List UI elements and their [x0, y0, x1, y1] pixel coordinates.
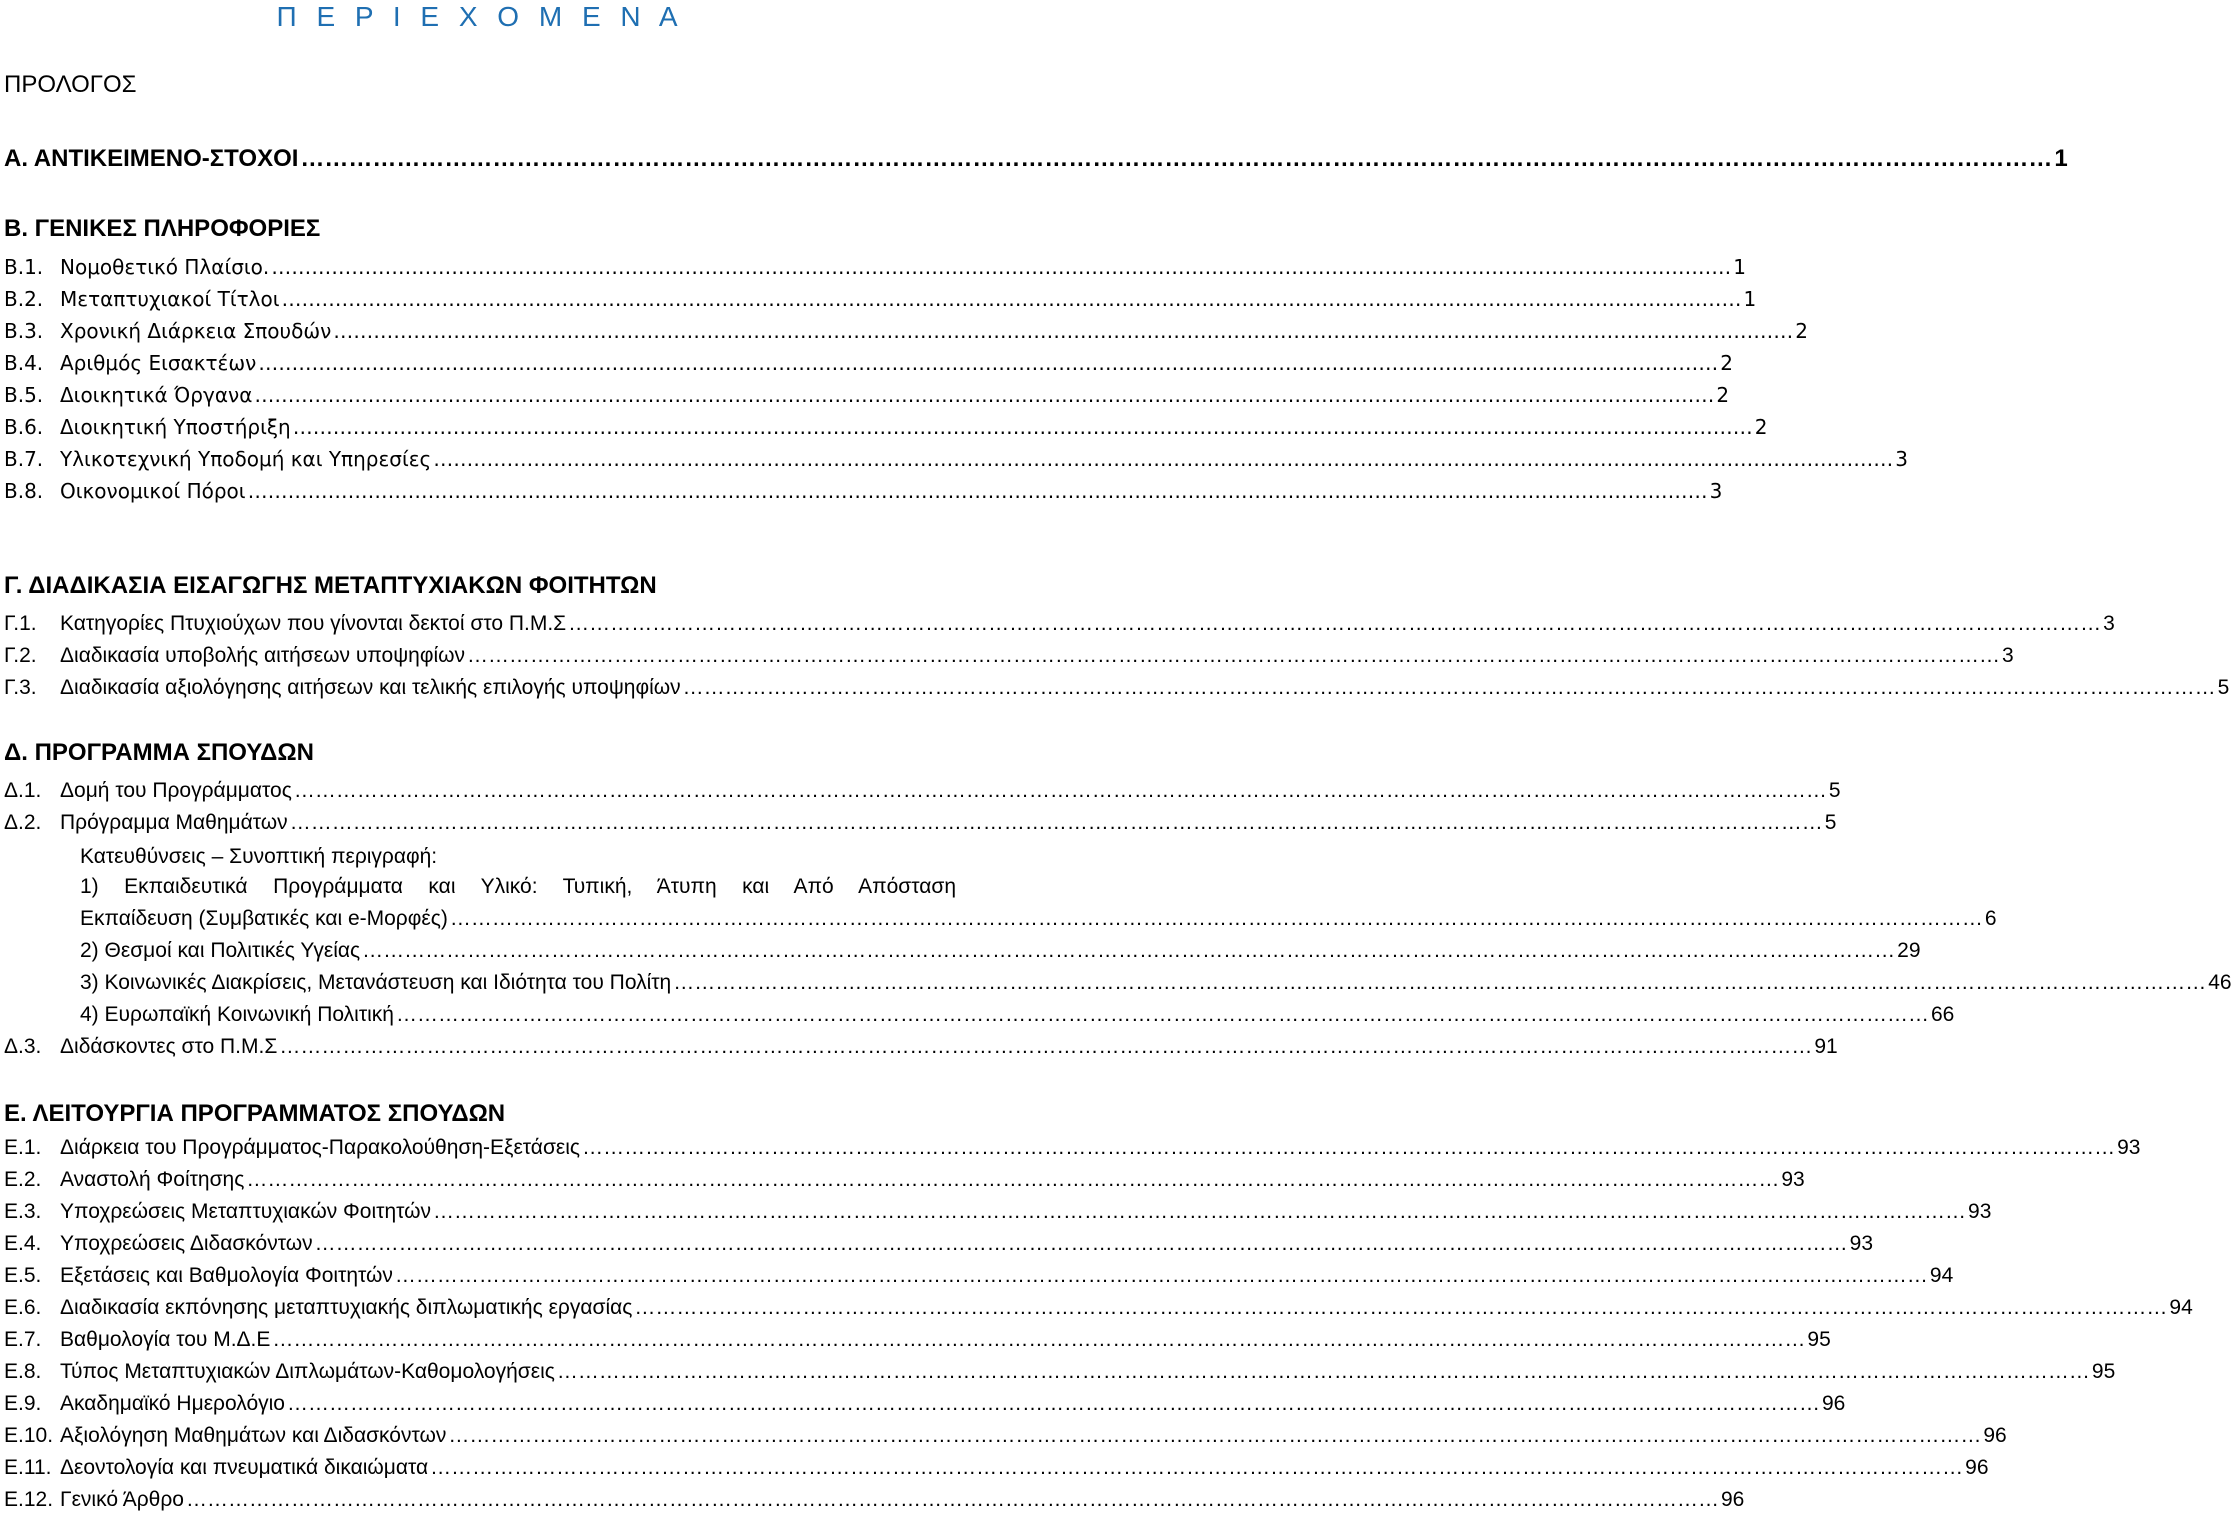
entry-label: Διάρκεια του Προγράμματος-Παρακολούθηση-Εξετάσεις: [60, 1136, 581, 1159]
entry-number: Γ.1.: [4, 612, 37, 635]
leader-dots: [290, 808, 1823, 838]
section-a-label: Α. ΑΝΤΙΚΕΙΜΕΝΟ-ΣΤΟΧΟΙ: [4, 145, 299, 172]
entry-number: Ε.5.: [4, 1264, 42, 1287]
entry-number: Ε.7.: [4, 1328, 42, 1351]
leader-dots: [271, 252, 1731, 282]
entry-number: Δ.1.: [4, 779, 42, 802]
leader-dots: [582, 1133, 2115, 1163]
leader-dots: [248, 476, 1708, 506]
entry-label: Διοικητικά Όργανα: [60, 383, 253, 407]
entry-label: Νομοθετικό Πλαίσιο.: [60, 255, 270, 279]
entry-page: 2: [1716, 383, 1730, 407]
toc-entry-e12[interactable]: [4, 1485, 1745, 1515]
entry-label: Οικονομικοί Πόροι: [60, 479, 246, 503]
entry-page: 5: [1828, 779, 1841, 802]
entry-label: Υλικοτεχνική Υποδομή και Υπηρεσίες: [60, 447, 432, 471]
entry-page: 93: [2117, 1136, 2141, 1159]
entry-page: 93: [1849, 1232, 1873, 1255]
entry-number: Ε.2.: [4, 1168, 42, 1191]
leader-dots: [362, 936, 1895, 966]
entry-label: Διαδικασία αξιολόγησης αιτήσεων και τελικής επιλογής υποψηφίων: [60, 676, 681, 699]
entry-page: 96: [1983, 1424, 2007, 1447]
entry-label: Αξιολόγηση Μαθημάτων και Διδασκόντων: [60, 1424, 447, 1447]
entry-number: Ε.1.: [4, 1136, 42, 1159]
leader-dots: [246, 1165, 1779, 1195]
entry-page: 95: [1807, 1328, 1831, 1351]
entry-page: 94: [1929, 1264, 1954, 1287]
toc-entry-e10[interactable]: [4, 1421, 2007, 1451]
guidelines-label: Κατευθύνσεις – Συνοπτική περιγραφή:: [80, 845, 438, 868]
toc-entry-g2[interactable]: [4, 641, 2014, 671]
entry-label: Χρονική Διάρκεια Σπουδών: [60, 319, 332, 343]
entry-page: 93: [1968, 1200, 1992, 1223]
entry-number: Β.8.: [4, 479, 44, 503]
leader-dots: [634, 1293, 2167, 1323]
entry-number: Δ.3.: [4, 1035, 42, 1058]
entry-number: Γ.3.: [4, 676, 37, 699]
toc-entry-d1[interactable]: [4, 776, 1841, 806]
leader-dots: [450, 904, 1983, 934]
entry-page: 96: [1720, 1488, 1745, 1511]
leader-dots: [673, 968, 2206, 998]
prologue-heading: ΠΡΟΛΟΓΟΣ: [4, 71, 137, 98]
toc-entry-b3[interactable]: [4, 316, 1809, 346]
entry-page: 1: [1743, 287, 1757, 311]
entry-page: 6: [1984, 907, 1997, 930]
leader-dots: [430, 1453, 1963, 1483]
toc-entry-d2-sub1[interactable]: [80, 904, 1997, 934]
entry-label: 4) Ευρωπαϊκή Κοινωνική Πολιτική: [80, 1003, 394, 1026]
entry-label: Εκπαίδευση (Συμβατικές και e-Μορφές): [80, 907, 448, 930]
entry-page: 2: [1754, 415, 1768, 439]
leader-dots: [272, 1325, 1805, 1355]
toc-entry-e11[interactable]: [4, 1453, 1989, 1483]
section-d-heading: Δ. ΠΡΟΓΡΑΜΜΑ ΣΠΟΥΔΩΝ: [4, 739, 314, 766]
toc-entry-b7[interactable]: [4, 444, 1908, 474]
entry-number: Β.1.: [4, 255, 44, 279]
entry-page: 46: [2208, 971, 2232, 994]
toc-entry-d2[interactable]: [4, 808, 1837, 838]
entry-number: Β.4.: [4, 351, 44, 375]
entry-label: Αριθμός Εισακτέων: [60, 351, 257, 375]
toc-entry-b5[interactable]: [4, 380, 1730, 410]
toc-entry-d3[interactable]: [4, 1032, 1838, 1062]
leader-dots: [254, 380, 1714, 410]
entry-page: 29: [1897, 939, 1921, 962]
entry-page: 94: [2169, 1296, 2193, 1319]
leader-dots: [294, 776, 1827, 806]
toc-entry-b4[interactable]: [4, 348, 1733, 378]
entry-page: 91: [1814, 1035, 1838, 1058]
entry-number: Ε.10.: [4, 1424, 54, 1447]
entry-label: Κατηγορίες Πτυχιούχων που γίνονται δεκτοί στο Π.Μ.Σ: [60, 612, 567, 635]
entry-label: Διαδικασία υποβολής αιτήσεων υποψηφίων: [60, 644, 466, 667]
entry-page: 96: [1821, 1392, 1846, 1415]
entry-page: 93: [1781, 1168, 1805, 1191]
page-title: Π Ε Ρ Ι Ε Χ Ο Μ Ε Ν Α: [276, 1, 684, 32]
leader-dots: [281, 284, 1741, 314]
leader-dots: [395, 1261, 1928, 1291]
entry-page: 5: [2217, 676, 2230, 699]
entry-label: Εξετάσεις και Βαθμολογία Φοιτητών: [60, 1264, 393, 1287]
leader-dots: [333, 316, 1793, 346]
entry-number: Ε.11.: [4, 1456, 52, 1479]
leader-dots: [433, 444, 1893, 474]
toc-entry-e4[interactable]: [4, 1229, 1873, 1259]
section-g-heading: Γ. ΔΙΑΔΙΚΑΣΙΑ ΕΙΣΑΓΩΓΗΣ ΜΕΤΑΠΤΥΧΙΑΚΩΝ ΦΟΙΤΗΤΩΝ: [4, 572, 657, 599]
leader-dots: [315, 1229, 1848, 1259]
toc-entry-section-a[interactable]: [4, 144, 2068, 174]
entry-label: Γενικό Άρθρο: [60, 1488, 184, 1511]
leader-dots: [467, 641, 2000, 671]
entry-page: 3: [1709, 479, 1723, 503]
entry-number: Ε.9.: [4, 1392, 42, 1415]
section-b-heading: Β. ΓΕΝΙΚΕΣ ΠΛΗΡΟΦΟΡΙΕΣ: [4, 215, 321, 242]
toc-entry-b1[interactable]: [4, 252, 1746, 282]
toc-entry-d2-sub1-line1[interactable]: 1) Εκπαιδευτικά Προγράμματα και Υλικό: Τυπική, Άτυπη και Από Απόσταση: [80, 875, 956, 898]
entry-page: 96: [1965, 1456, 1989, 1479]
toc-entry-e9[interactable]: [4, 1389, 1846, 1419]
entry-label: Υποχρεώσεις Διδασκόντων: [60, 1232, 313, 1255]
toc-entry-d2-sub2[interactable]: [80, 936, 1921, 966]
entry-page: 2: [1795, 319, 1809, 343]
leader-dots: [557, 1357, 2090, 1387]
entry-page: 66: [1930, 1003, 1955, 1026]
entry-label: 2) Θεσμοί και Πολιτικές Υγείας: [80, 939, 361, 962]
leader-dots: [279, 1032, 1812, 1062]
entry-number: Ε.12.: [4, 1488, 54, 1511]
entry-page: 3: [2002, 644, 2014, 667]
section-a-page: 1: [2054, 145, 2068, 172]
entry-number: Β.7.: [4, 447, 44, 471]
entry-number: Γ.2.: [4, 644, 37, 667]
entry-label: Δεοντολογία και πνευματικά δικαιώματα: [60, 1456, 429, 1479]
leader-dots: [293, 412, 1753, 442]
entry-label: 3) Κοινωνικές Διακρίσεις, Μετανάστευση και Ιδιότητα του Πολίτη: [80, 971, 672, 994]
toc-entry-e3[interactable]: [4, 1197, 1992, 1227]
section-e-heading: Ε. ΛΕΙΤΟΥΡΓΙΑ ΠΡΟΓΡΑΜΜΑΤΟΣ ΣΠΟΥΔΩΝ: [4, 1100, 506, 1127]
toc-entry-b2[interactable]: [4, 284, 1757, 314]
toc-entry-b8[interactable]: [4, 476, 1723, 506]
entry-page: 1: [1733, 255, 1746, 279]
entry-label: Τύπος Μεταπτυχιακών Διπλωμάτων-Καθομολογήσεις: [60, 1360, 555, 1383]
toc-entry-e5[interactable]: [4, 1261, 1954, 1291]
toc-entry-d2-sub4[interactable]: [80, 1000, 1955, 1030]
toc-entry-e6[interactable]: [4, 1293, 2193, 1323]
entry-page: 3: [2103, 612, 2115, 635]
entry-label: Μεταπτυχιακοί Τίτλοι: [60, 287, 280, 311]
toc-entry-d2-sub3[interactable]: [80, 968, 2232, 998]
toc-entry-e7[interactable]: [4, 1325, 1831, 1355]
entry-label: Πρόγραμμα Μαθημάτων: [60, 811, 288, 834]
leader-dots: [433, 1197, 1966, 1227]
toc-entry-e2[interactable]: [4, 1165, 1805, 1195]
entry-label: Υποχρεώσεις Μεταπτυχιακών Φοιτητών: [60, 1200, 432, 1223]
toc-entry-b6[interactable]: [4, 412, 1768, 442]
entry-page: 2: [1720, 351, 1733, 375]
entry-number: Ε.8.: [4, 1360, 42, 1383]
entry-label: Ακαδημαϊκό Ημερολόγιο: [60, 1392, 285, 1415]
entry-number: Ε.3.: [4, 1200, 42, 1223]
entry-page: 3: [1895, 447, 1908, 471]
toc-entry-g3[interactable]: [4, 673, 2230, 703]
toc-entry-g1[interactable]: [4, 609, 2115, 639]
entry-label: Διαδικασία εκπόνησης μεταπτυχιακής διπλωματικής εργασίας: [60, 1296, 633, 1319]
entry-page: 95: [2091, 1360, 2116, 1383]
entry-label: Διοικητική Υποστήριξη: [60, 415, 291, 439]
entry-number: Δ.2.: [4, 811, 42, 834]
toc-entry-e8[interactable]: [4, 1357, 2116, 1387]
entry-label: Βαθμολογία του Μ.Δ.Ε: [60, 1328, 271, 1351]
entry-label: Διδάσκοντες στο Π.Μ.Σ: [60, 1035, 278, 1058]
entry-number: Ε.6.: [4, 1296, 42, 1319]
entry-number: Β.3.: [4, 319, 44, 343]
entry-number: Β.5.: [4, 383, 44, 407]
leader-dots: [186, 1485, 1719, 1515]
leader-dots: [396, 1000, 1929, 1030]
entry-page: 5: [1824, 811, 1837, 834]
entry-number: Β.2.: [4, 287, 44, 311]
leader-dots: [568, 609, 2101, 639]
entry-number: Β.6.: [4, 415, 44, 439]
entry-label: Δομή του Προγράμματος: [60, 779, 292, 802]
entry-number: Ε.4.: [4, 1232, 42, 1255]
leader-dots: [683, 673, 2216, 703]
leader-dots: [300, 144, 2052, 174]
toc-entry-e1[interactable]: [4, 1133, 2141, 1163]
entry-label: Αναστολή Φοίτησης: [60, 1168, 245, 1191]
leader-dots: [287, 1389, 1820, 1419]
leader-dots: [448, 1421, 1981, 1451]
leader-dots: [258, 348, 1718, 378]
